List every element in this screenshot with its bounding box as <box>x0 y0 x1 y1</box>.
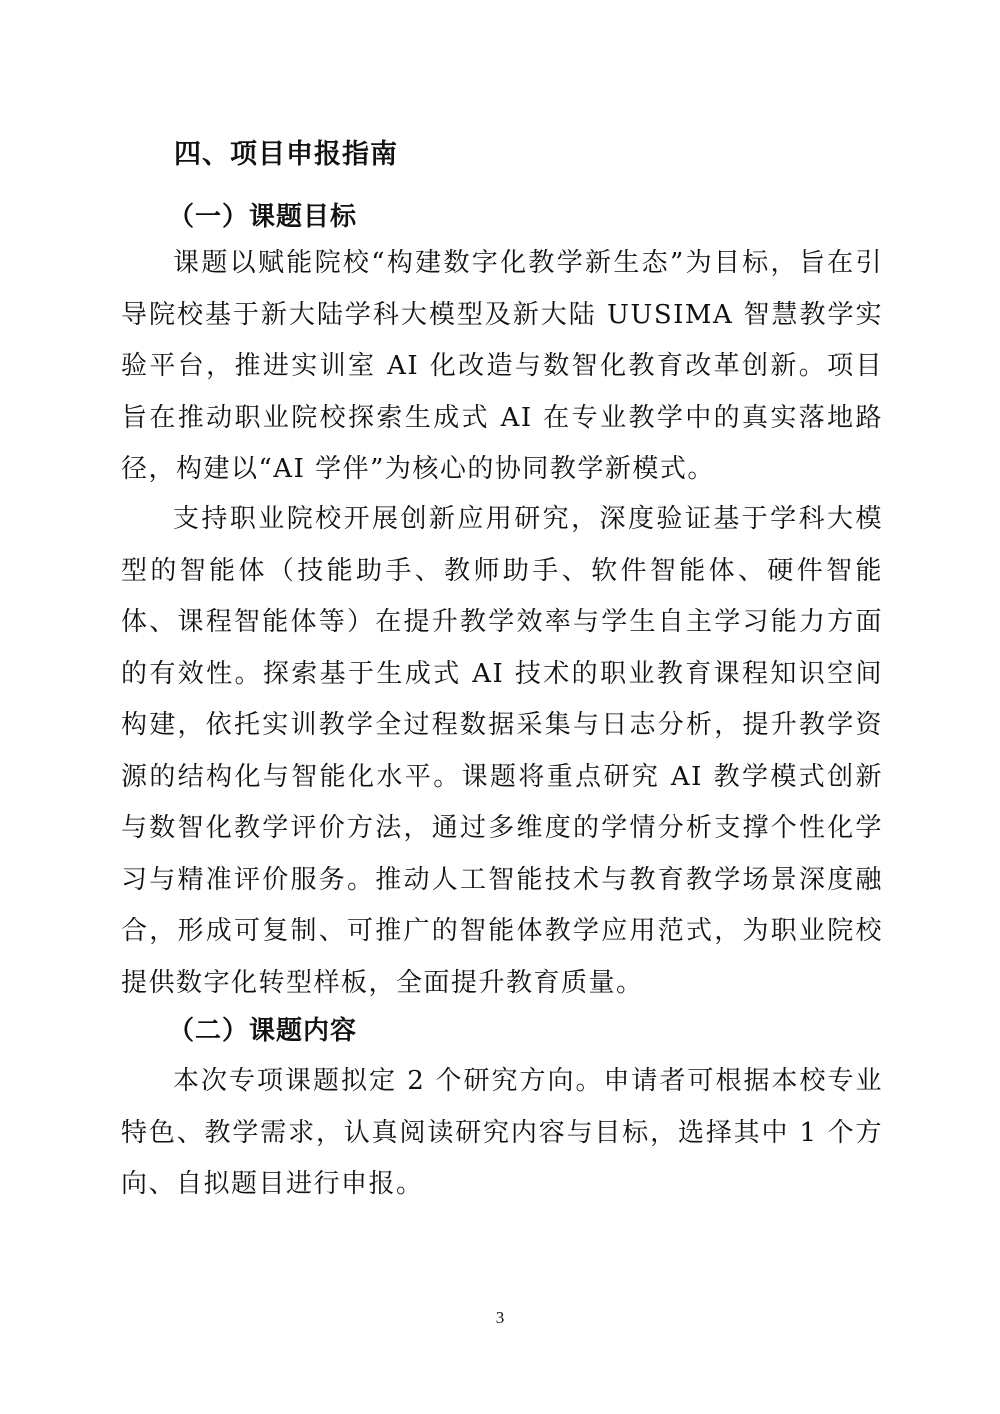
subsection-heading-goals: （一）课题目标 <box>168 202 358 232</box>
subsection-heading-content: （二）课题内容 <box>168 1016 358 1046</box>
content-paragraph-1: 本次专项课题拟定 2 个研究方向。申请者可根据本校专业特色、教学需求，认真阅读研究内容与目标，选择其中 1 个方向、自拟题目进行申报。 <box>121 1066 883 1199</box>
section-heading: 四、项目申报指南 <box>174 139 398 170</box>
goals-paragraph-2: 支持职业院校开展创新应用研究，深度验证基于学科大模型的智能体（技能助手、教师助手、软件智能体、硬件智能体、课程智能体等）在提升教学效率与学生自主学习能力方面的有效性。探索基于生成式 AI 技术的职业教育课程知识空间构建，依托实训教学全过程数据采集与日志分析，提升教学资源的结构化与智能化水平。课题将重点研究 AI 教学模式创新与数智化教学评价方法，通过多维度的学情分析支撑个性化学习与精准评价服务。推动人工智能技术与教育教学场景深度融合，形成可复制、可推广的智能体教学应用范式，为职业院校提供数字化转型样板，全面提升教育质量。 <box>121 504 883 998</box>
goals-paragraph-1: 课题以赋能院校“构建数字化教学新生态”为目标，旨在引导院校基于新大陆学科大模型及新大陆 UUSIMA 智慧教学实验平台，推进实训室 AI 化改造与数智化教育改革创新。项目旨在推动职业院校探索生成式 AI 在专业教学中的真实落地路径，构建以“AI 学伴”为核心的协同教学新模式。 <box>121 248 883 484</box>
page-number: 3 <box>495 1308 505 1327</box>
